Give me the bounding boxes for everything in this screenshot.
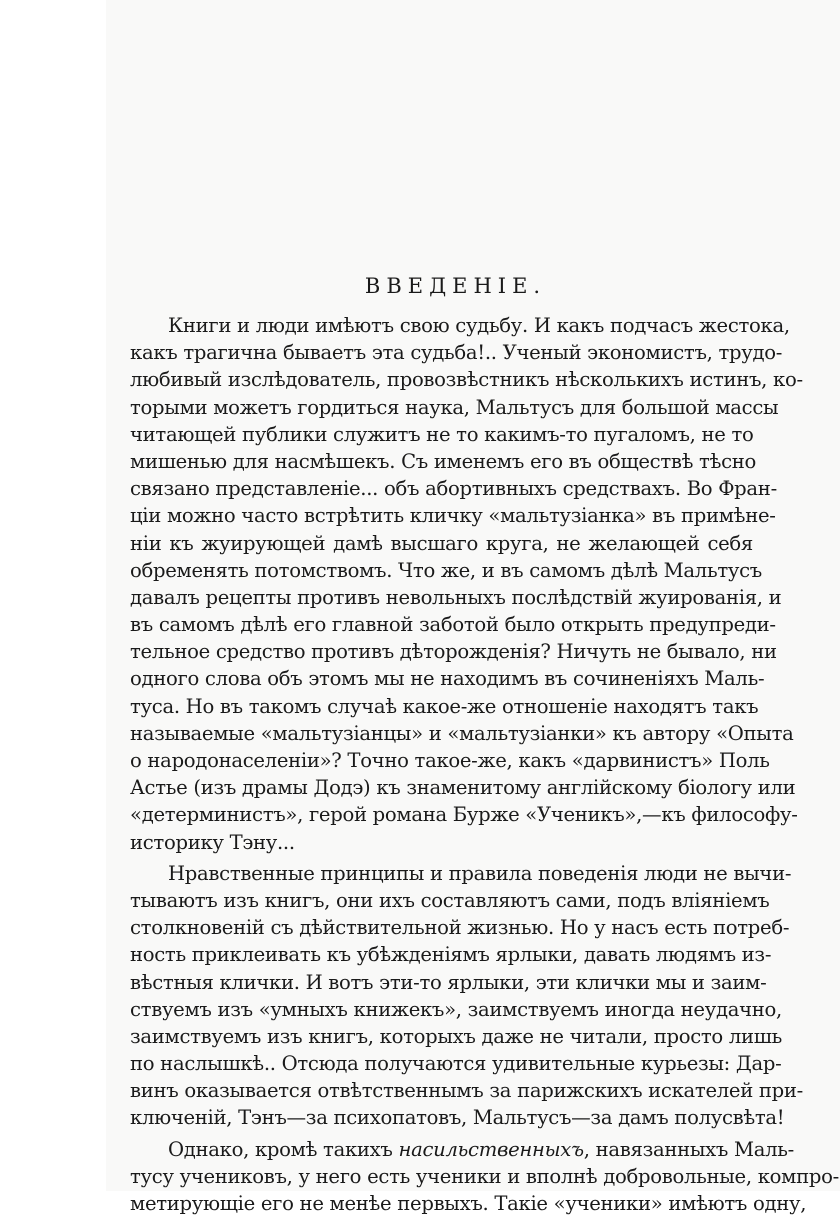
paragraph-1 [130, 312, 803, 856]
text-fragment: Однако, кромѣ такихъ [168, 1137, 399, 1161]
text-line: давалъ рецепты противъ невольныхъ послѣдствій жуированія, и [130, 585, 782, 609]
text-line: одного слова объ этомъ мы не находимъ въ сочиненіяхъ Маль- [130, 667, 765, 691]
emphasized-text: насильственныхъ [398, 1137, 584, 1161]
text-line: метирующіе его не менѣе первыхъ. Такіе «ученики» имѣютъ одну, [130, 1192, 807, 1215]
text-line: какъ трагична бываетъ эта судьба!.. Ученый экономистъ, трудо- [130, 341, 783, 365]
text-line: «детерминистъ», герой романа Бурже «Ученикъ»,—къ философу- [130, 803, 798, 827]
text-line: ствуемъ изъ «умныхъ книжекъ», заимствуемъ иногда неудачно, [130, 997, 782, 1021]
text-line: ключеній, Тэнъ—за психопатовъ, Мальтусъ—за дамъ полусвѣта! [130, 1106, 785, 1130]
text-line: ность приклеивать къ убѣжденіямъ ярлыки, давать людямъ из- [130, 943, 772, 967]
text-line: Книги и люди имѣютъ свою судьбу. И какъ подчасъ жестока, [168, 314, 790, 337]
document-body [130, 270, 839, 1217]
text-line: Астье (изъ драмы Додэ) къ знаменитому англійскому біологу или [130, 776, 796, 800]
text-line: мишенью для насмѣшекъ. Съ именемъ его въ обществѣ тѣсно [130, 449, 757, 473]
text-line: вѣстныя клички. И вотъ эти-то ярлыки, эти клички мы и заим- [130, 970, 767, 994]
text-line: называемые «мальтузіанцы» и «мальтузіанки» къ автору «Опыта [130, 721, 794, 745]
text-line: столкновеній съ дѣйствительной жизнью. Но у насъ есть потреб- [130, 916, 790, 940]
text-fragment: , навязанныхъ Маль- [583, 1137, 794, 1161]
text-line: ціи можно часто встрѣтить кличку «мальтузіанка» въ примѣне- [130, 504, 776, 528]
text-line: винъ оказывается отвѣтственнымъ за парижскихъ искателей при- [130, 1079, 803, 1103]
text-line: по наслышкѣ.. Отсюда получаются удивительные курьезы: Дар- [130, 1052, 782, 1076]
text-line: любивый изслѣдователь, провозвѣстникъ нѣсколькихъ истинъ, ко- [130, 368, 803, 392]
paragraph-3 [130, 1136, 839, 1217]
text-line [130, 1136, 794, 1163]
text-line: Нравственные принципы и правила поведенія люди не вычи- [168, 861, 792, 885]
text-line: въ самомъ дѣлѣ его главной заботой было открыть предупреди- [130, 613, 776, 637]
chapter-heading: ВВЕДЕНІЕ. [364, 274, 547, 298]
text-line: связано представленіе... объ абортивныхъ средствахъ. Во Фран- [130, 477, 777, 501]
text-line: обременять потомствомъ. Что же, и въ самомъ дѣлѣ Мальтусъ [130, 558, 762, 582]
paragraph-2 [130, 860, 803, 1132]
text-line: туса. Но въ такомъ случаѣ какое-же отношеніе находятъ такъ [130, 694, 759, 718]
text-line: торыми можетъ гордиться наука, Мальтусъ для большой массы [130, 395, 779, 419]
text-line: тусу учениковъ, у него есть ученики и вполнѣ добровольные, компро- [130, 1164, 839, 1188]
text-line: читающей публики служитъ не то какимъ-то пугаломъ, не то [130, 422, 754, 446]
text-line: о народонаселеніи»? Точно такое-же, какъ «дарвинистъ» Поль [130, 749, 770, 772]
text-line: тельное средство противъ дѣторожденія? Ничуть не бывало, ни [130, 640, 777, 664]
text-line: ніи къ жуирующей дамѣ высшаго круга, не желающей себя [130, 531, 753, 555]
text-line: заимствуемъ изъ книгъ, которыхъ даже не читали, просто лишь [130, 1024, 783, 1048]
text-line: историку Тэну... [130, 830, 295, 854]
text-line: тываютъ изъ книгъ, они ихъ составляютъ сами, подъ вліяніемъ [130, 888, 770, 912]
